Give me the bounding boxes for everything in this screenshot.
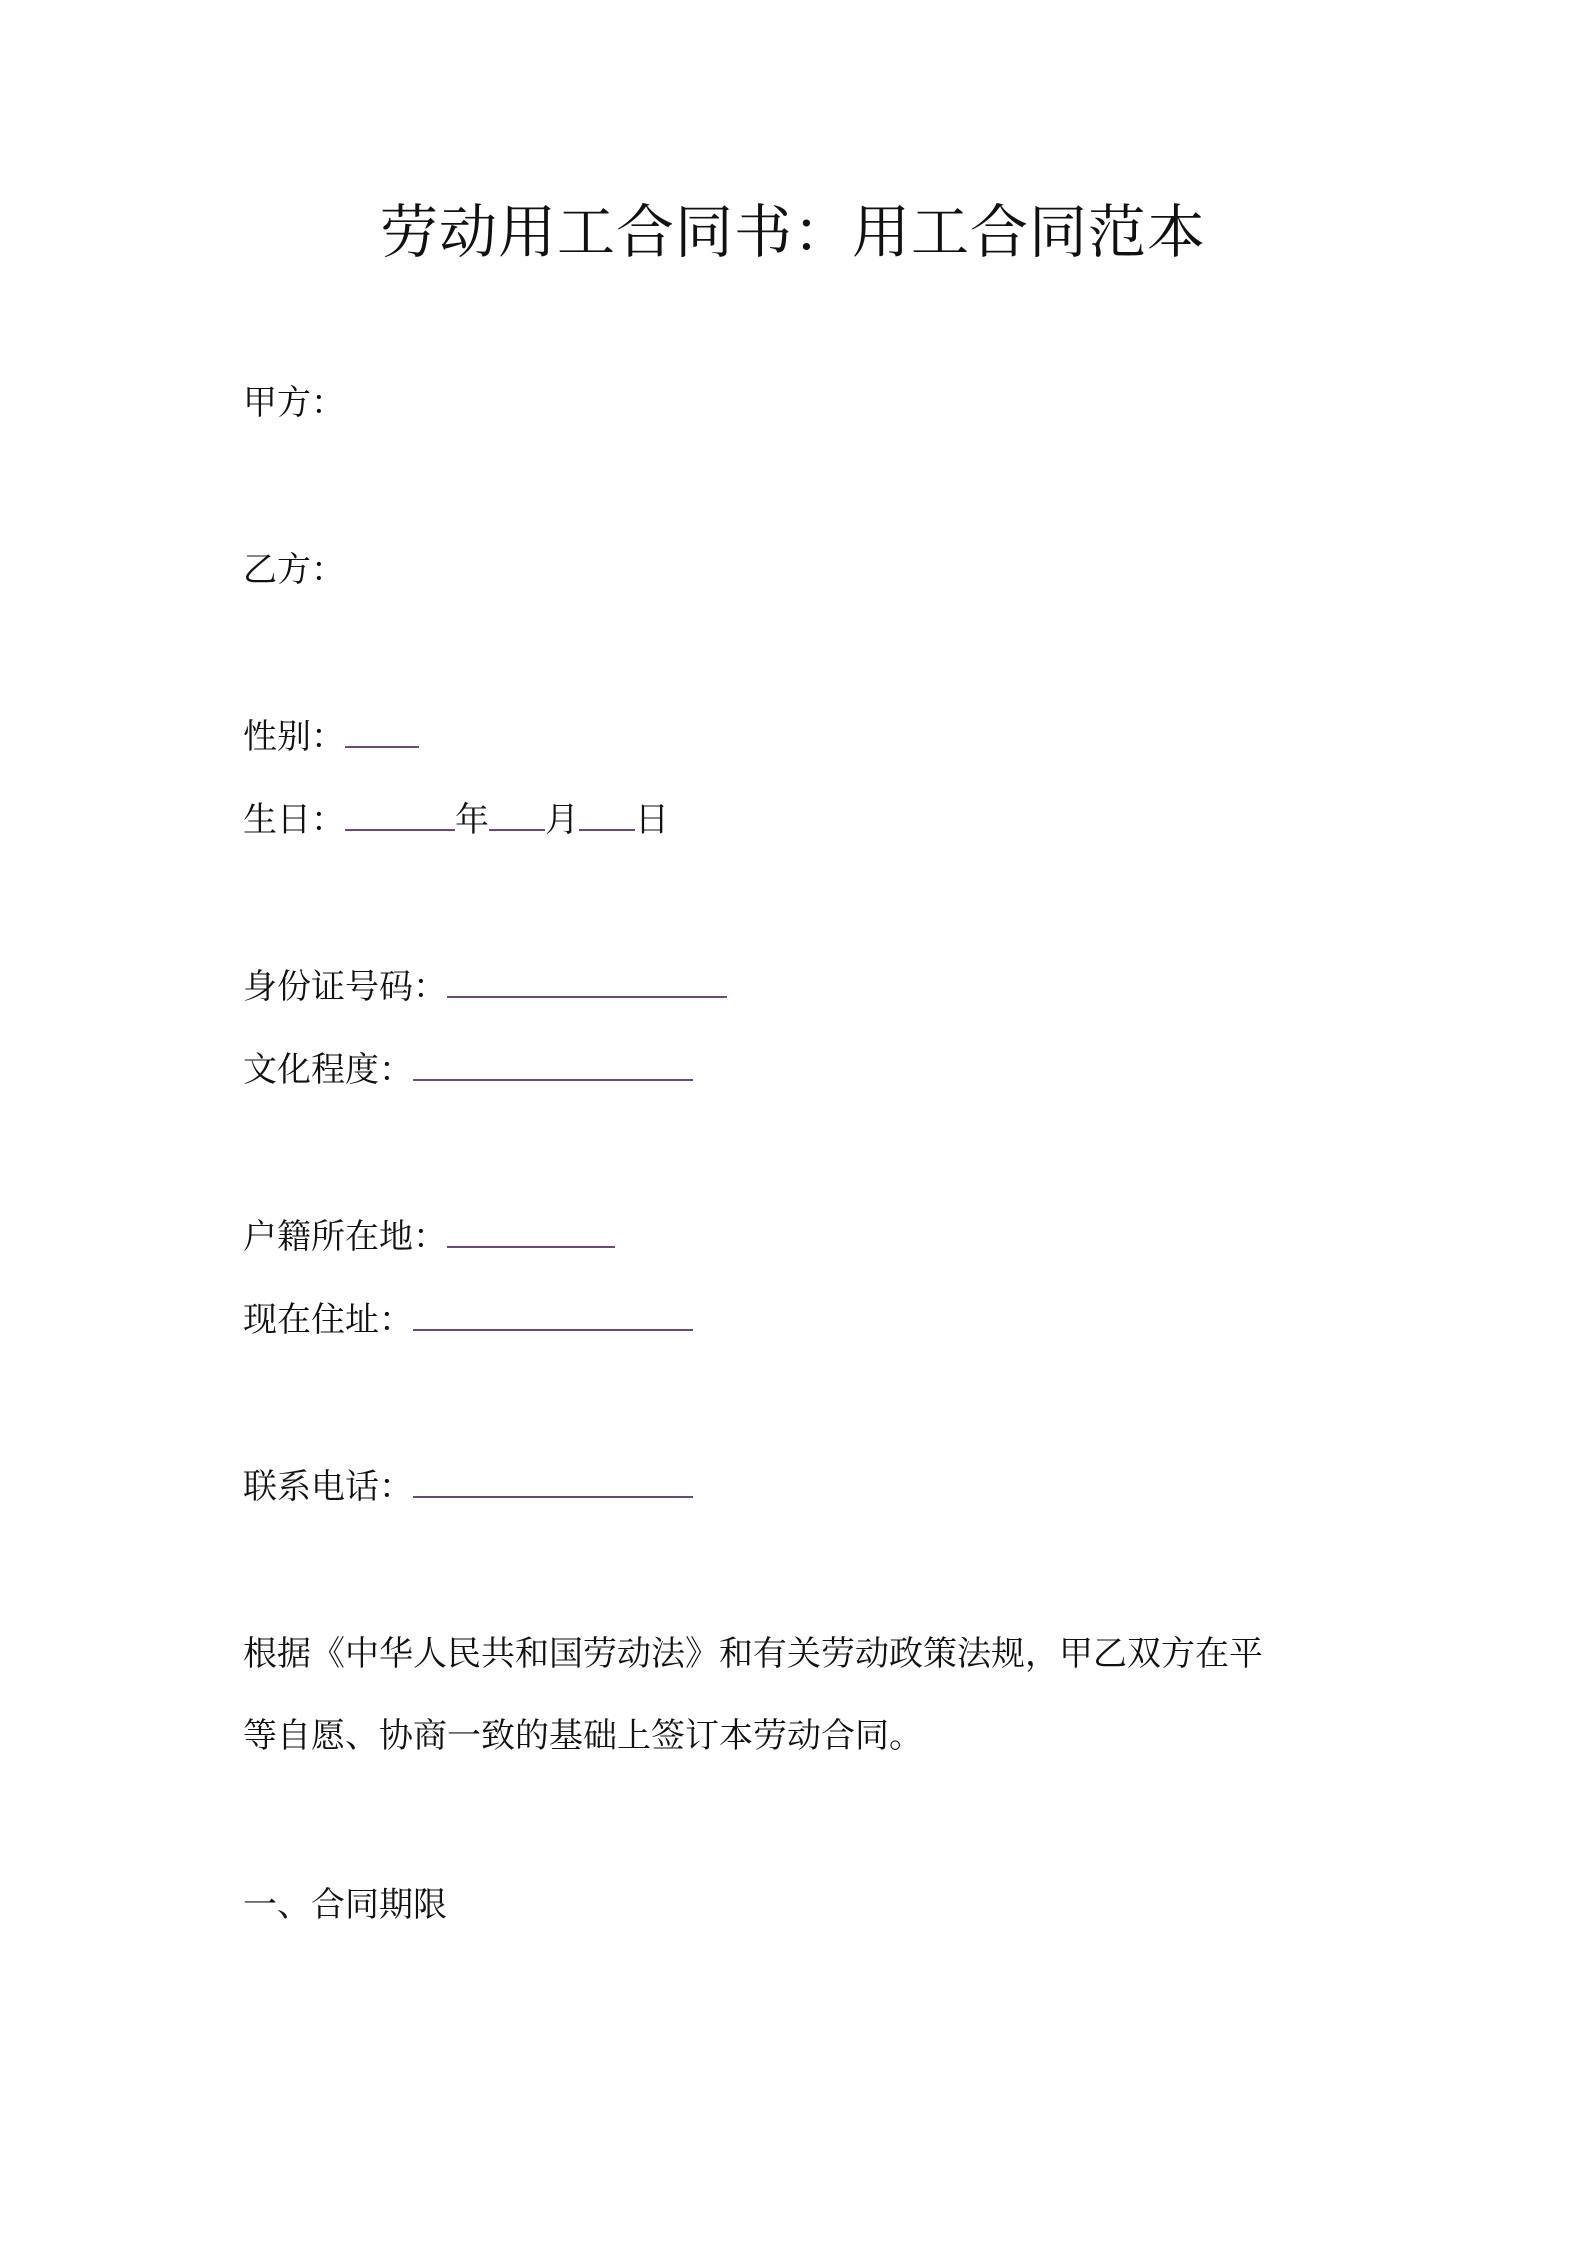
party-b-label: 乙方： [243,550,345,590]
household-registration-blank[interactable] [447,1216,615,1248]
education-label: 文化程度： [243,1050,413,1090]
id-number-blank[interactable] [447,966,727,998]
birth-year-blank[interactable] [345,799,455,831]
id-number-label: 身份证号码： [243,967,447,1007]
current-address-field [243,1295,693,1345]
birthday-label: 生日： [243,800,345,840]
household-registration-label: 户籍所在地： [243,1217,447,1257]
party-a-label: 甲方： [243,383,345,423]
section-heading-contract-term: 一、合同期限 [243,1885,447,1925]
education-field [243,1045,693,1095]
intro-paragraph [243,1629,1363,1761]
intro-line-1: 根据《中华人民共和国劳动法》和有关劳动政策法规，甲乙双方在平 [243,1634,1263,1674]
id-number-field [243,962,727,1012]
gender-blank[interactable] [345,716,419,748]
birth-month-unit: 月 [545,800,579,840]
birth-day-blank[interactable] [579,799,635,831]
birth-month-blank[interactable] [489,799,545,831]
birth-day-unit: 日 [635,800,669,840]
document-title: 劳动用工合同书：用工合同范本 [379,198,1206,266]
party-a-field [243,378,345,428]
phone-field [243,1462,693,1512]
party-b-field [243,545,345,595]
birthday-field [243,795,669,845]
household-registration-field [243,1212,615,1262]
gender-label: 性别： [243,717,345,757]
phone-label: 联系电话： [243,1467,413,1507]
current-address-label: 现在住址： [243,1300,413,1340]
education-blank[interactable] [413,1049,693,1081]
intro-line-2: 等自愿、协商一致的基础上签订本劳动合同。 [243,1716,923,1756]
gender-field [243,712,419,762]
phone-blank[interactable] [413,1466,693,1498]
birth-year-unit: 年 [455,800,489,840]
current-address-blank[interactable] [413,1299,693,1331]
